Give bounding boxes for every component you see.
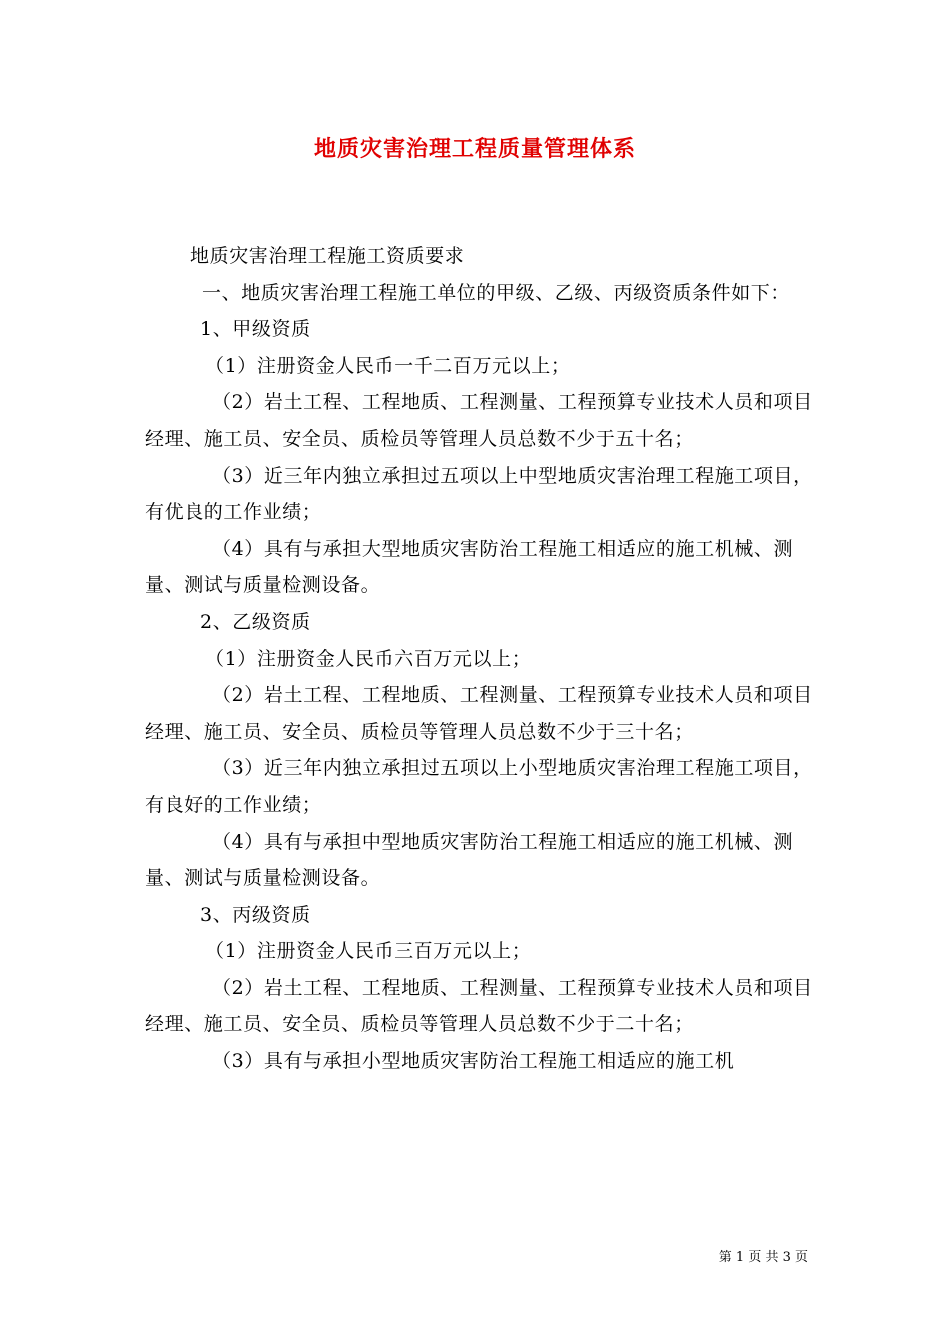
grade-heading-b: 2、乙级资质 [200, 610, 311, 633]
list-item: （4）具有与承担中型地质灾害防治工程施工相适应的施工机械、测量、测试与质量检测设备。 [145, 830, 794, 890]
page-number: 第 1 页 共 3 页 [718, 1250, 808, 1265]
grade-heading-c: 3、丙级资质 [200, 903, 311, 926]
list-item: （3）近三年内独立承担过五项以上小型地质灾害治理工程施工项目，有良好的工作业绩； [145, 757, 813, 816]
list-item: （3）近三年内独立承担过五项以上中型地质灾害治理工程施工项目，有优良的工作业绩； [145, 464, 813, 524]
grade-heading-a: 1、甲级资质 [200, 318, 311, 341]
list-item: （1）注册资金人民币六百万元以上； [205, 647, 532, 670]
document-body [145, 238, 813, 1080]
list-item: （3）具有与承担小型地质灾害防治工程施工相适应的施工机 [212, 1050, 735, 1073]
list-item: （2）岩土工程、工程地质、工程测量、工程预算专业技术人员和项目经理、施工员、安全员、质检员等管理人员总数不少于二十名； [145, 976, 813, 1036]
list-item: （4）具有与承担大型地质灾害防治工程施工相适应的施工机械、测量、测试与质量检测设备。 [145, 537, 794, 597]
list-item: （2）岩土工程、工程地质、工程测量、工程预算专业技术人员和项目经理、施工员、安全员、质检员等管理人员总数不少于五十名； [145, 391, 813, 450]
list-item: （1）注册资金人民币三百万元以上； [205, 940, 532, 963]
paragraph-intro: 一、地质灾害治理工程施工单位的甲级、乙级、丙级资质条件如下： [202, 281, 791, 304]
list-item: （1）注册资金人民币一千二百万元以上； [205, 354, 571, 377]
section-heading: 地质灾害治理工程施工资质要求 [190, 245, 465, 267]
document-title: 地质灾害治理工程质量管理体系 [313, 136, 636, 162]
list-item: （2）岩土工程、工程地质、工程测量、工程预算专业技术人员和项目经理、施工员、安全员、质检员等管理人员总数不少于三十名； [145, 684, 813, 743]
